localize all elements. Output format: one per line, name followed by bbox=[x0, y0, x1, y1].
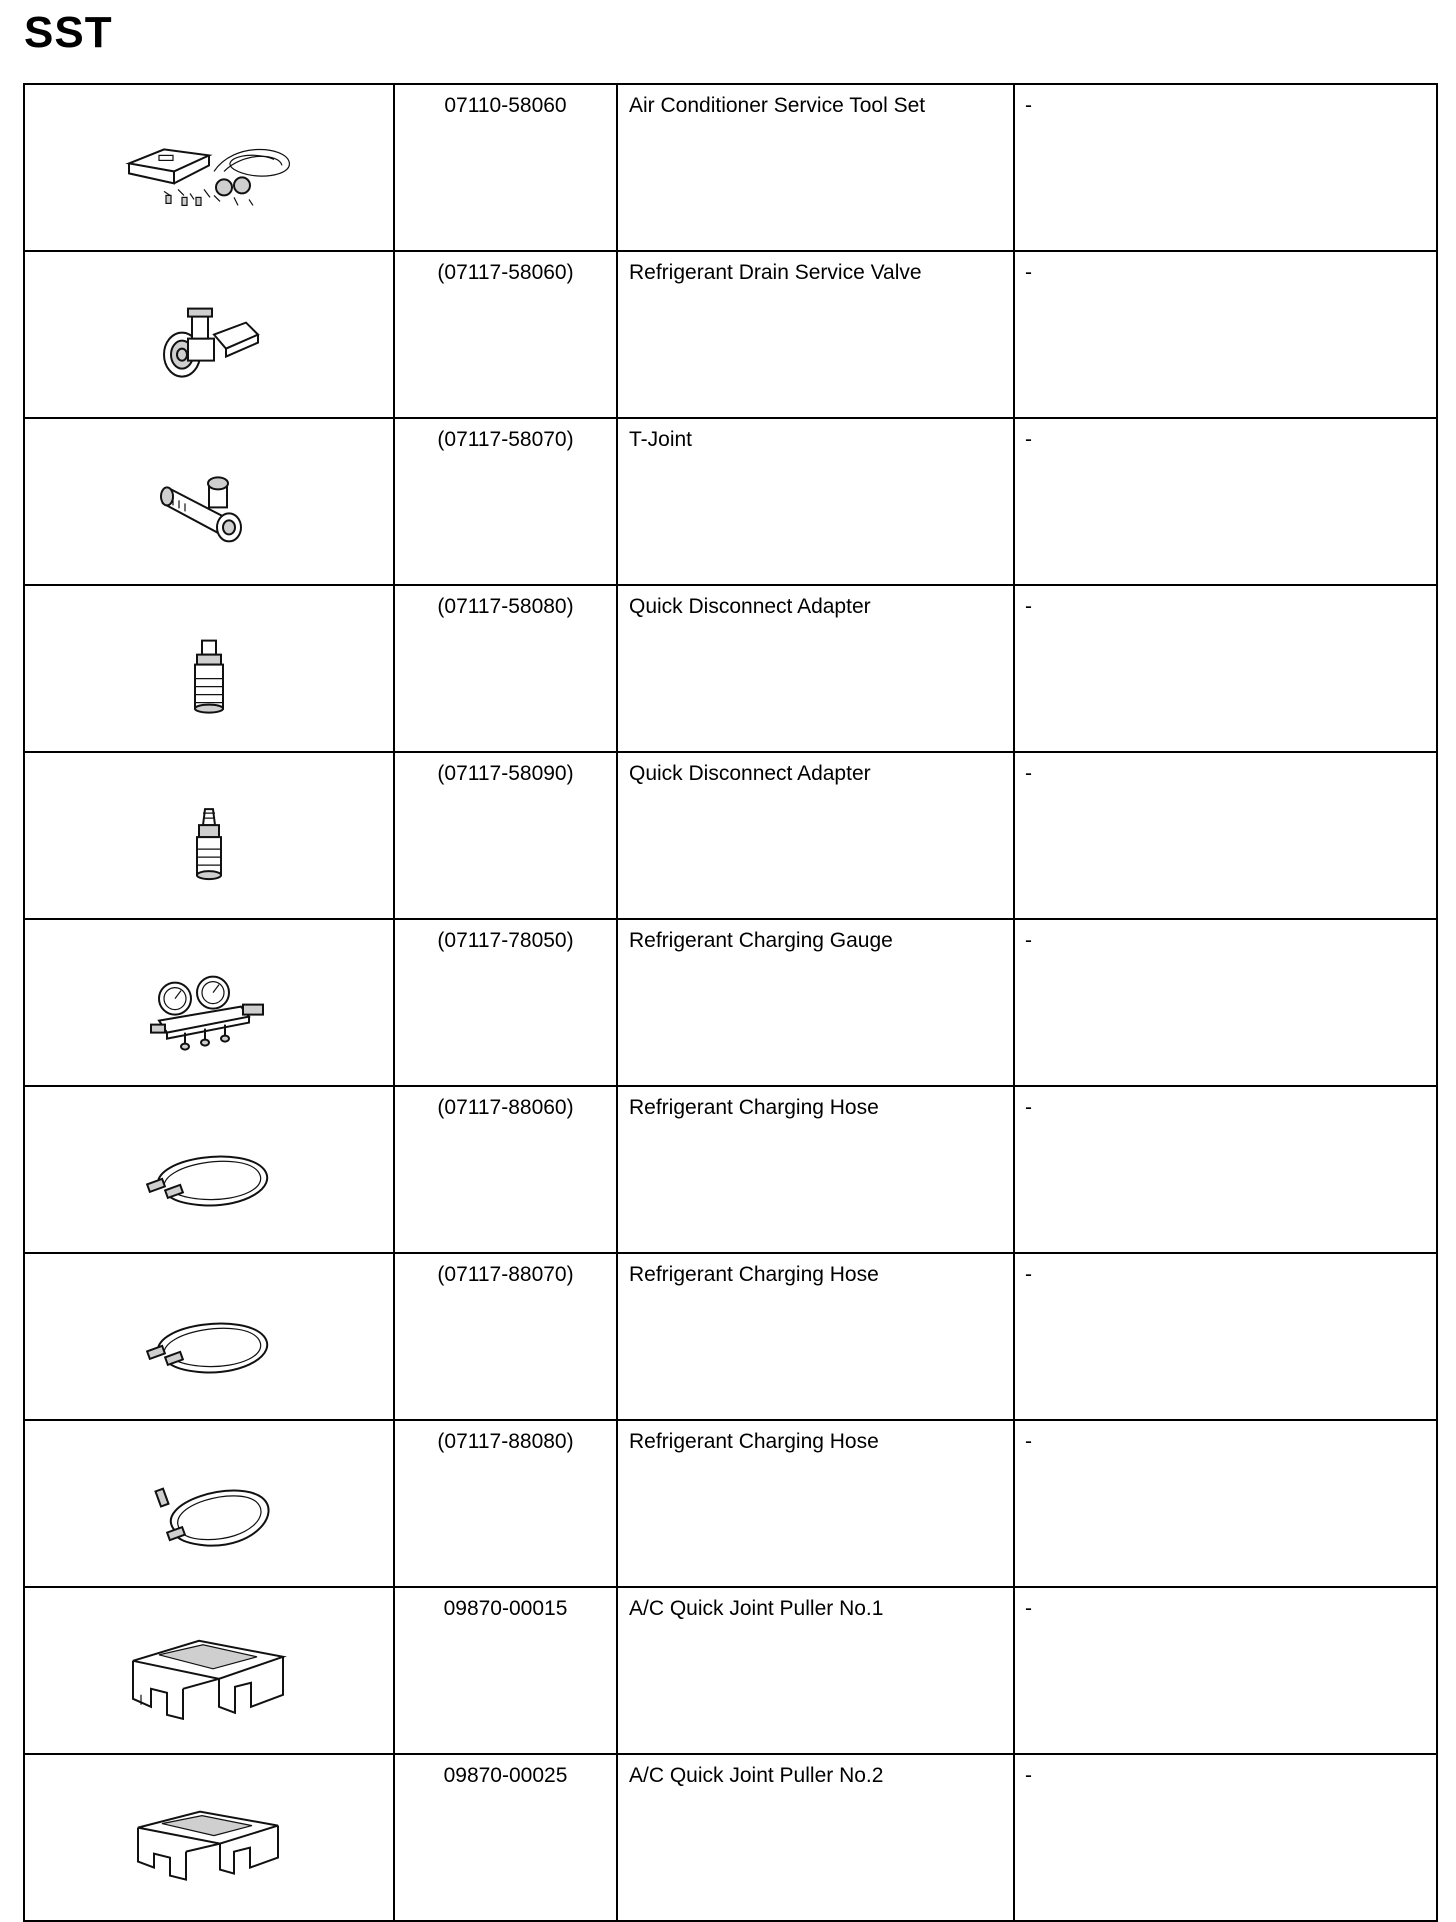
table-row bbox=[24, 1587, 1437, 1754]
part-number: 09870-00015 bbox=[394, 1587, 617, 1754]
tool-note: - bbox=[1014, 251, 1437, 418]
tool-illustration-cell bbox=[24, 251, 394, 418]
charging-hose-icon bbox=[144, 1310, 274, 1380]
table-row bbox=[24, 585, 1437, 752]
part-number: (07117-88080) bbox=[394, 1420, 617, 1587]
part-number: (07117-58080) bbox=[394, 585, 617, 752]
tool-name: A/C Quick Joint Puller No.1 bbox=[617, 1587, 1014, 1754]
charging-hose-icon bbox=[144, 1143, 274, 1213]
tool-name: Quick Disconnect Adapter bbox=[617, 752, 1014, 919]
part-number: (07117-58060) bbox=[394, 251, 617, 418]
tool-name: Refrigerant Drain Service Valve bbox=[617, 251, 1014, 418]
tool-name: A/C Quick Joint Puller No.2 bbox=[617, 1754, 1014, 1921]
table-row bbox=[24, 919, 1437, 1086]
tool-name: Air Conditioner Service Tool Set bbox=[617, 84, 1014, 251]
tool-note: - bbox=[1014, 919, 1437, 1086]
table-row bbox=[24, 752, 1437, 919]
quick-joint-puller-icon bbox=[134, 1807, 284, 1887]
part-number: (07117-78050) bbox=[394, 919, 617, 1086]
tool-note: - bbox=[1014, 1420, 1437, 1587]
tool-illustration-cell bbox=[24, 919, 394, 1086]
tool-name: Quick Disconnect Adapter bbox=[617, 585, 1014, 752]
table-row bbox=[24, 1420, 1437, 1587]
tool-note: - bbox=[1014, 585, 1437, 752]
part-number: (07117-58090) bbox=[394, 752, 617, 919]
tool-name: T-Joint bbox=[617, 418, 1014, 585]
part-number: 07110-58060 bbox=[394, 84, 617, 251]
tool-note: - bbox=[1014, 1587, 1437, 1754]
t-joint-icon bbox=[159, 475, 259, 545]
sst-table bbox=[23, 83, 1438, 1922]
tool-illustration-cell bbox=[24, 1253, 394, 1420]
table-row bbox=[24, 84, 1437, 251]
tool-note: - bbox=[1014, 1086, 1437, 1253]
tool-illustration-cell bbox=[24, 752, 394, 919]
tool-note: - bbox=[1014, 752, 1437, 919]
table-row bbox=[24, 1086, 1437, 1253]
tool-name: Refrigerant Charging Hose bbox=[617, 1086, 1014, 1253]
tool-name: Refrigerant Charging Gauge bbox=[617, 919, 1014, 1086]
tool-illustration-cell bbox=[24, 84, 394, 251]
part-number: (07117-58070) bbox=[394, 418, 617, 585]
tool-illustration-cell bbox=[24, 1086, 394, 1253]
tool-note: - bbox=[1014, 1253, 1437, 1420]
charging-gauge-icon bbox=[149, 972, 269, 1052]
quick-disconnect-adapter-small-icon bbox=[191, 807, 227, 883]
tool-note: - bbox=[1014, 418, 1437, 585]
table-row bbox=[24, 251, 1437, 418]
charging-hose-icon bbox=[144, 1473, 274, 1553]
tool-illustration-cell bbox=[24, 585, 394, 752]
tool-illustration-cell bbox=[24, 1754, 394, 1921]
quick-disconnect-adapter-icon bbox=[189, 638, 229, 718]
tool-illustration-cell bbox=[24, 418, 394, 585]
table-row bbox=[24, 418, 1437, 585]
tool-illustration-cell bbox=[24, 1587, 394, 1754]
part-number: (07117-88060) bbox=[394, 1086, 617, 1253]
tool-note: - bbox=[1014, 1754, 1437, 1921]
table-row bbox=[24, 1754, 1437, 1921]
tool-name: Refrigerant Charging Hose bbox=[617, 1420, 1014, 1587]
ac-service-tool-set-icon bbox=[124, 141, 294, 211]
tool-illustration-cell bbox=[24, 1420, 394, 1587]
tool-note: - bbox=[1014, 84, 1437, 251]
page-title: SST bbox=[24, 8, 113, 57]
part-number: (07117-88070) bbox=[394, 1253, 617, 1420]
tool-name: Refrigerant Charging Hose bbox=[617, 1253, 1014, 1420]
part-number: 09870-00025 bbox=[394, 1754, 617, 1921]
quick-joint-puller-icon bbox=[129, 1636, 289, 1726]
drain-service-valve-icon bbox=[154, 304, 264, 384]
table-row bbox=[24, 1253, 1437, 1420]
